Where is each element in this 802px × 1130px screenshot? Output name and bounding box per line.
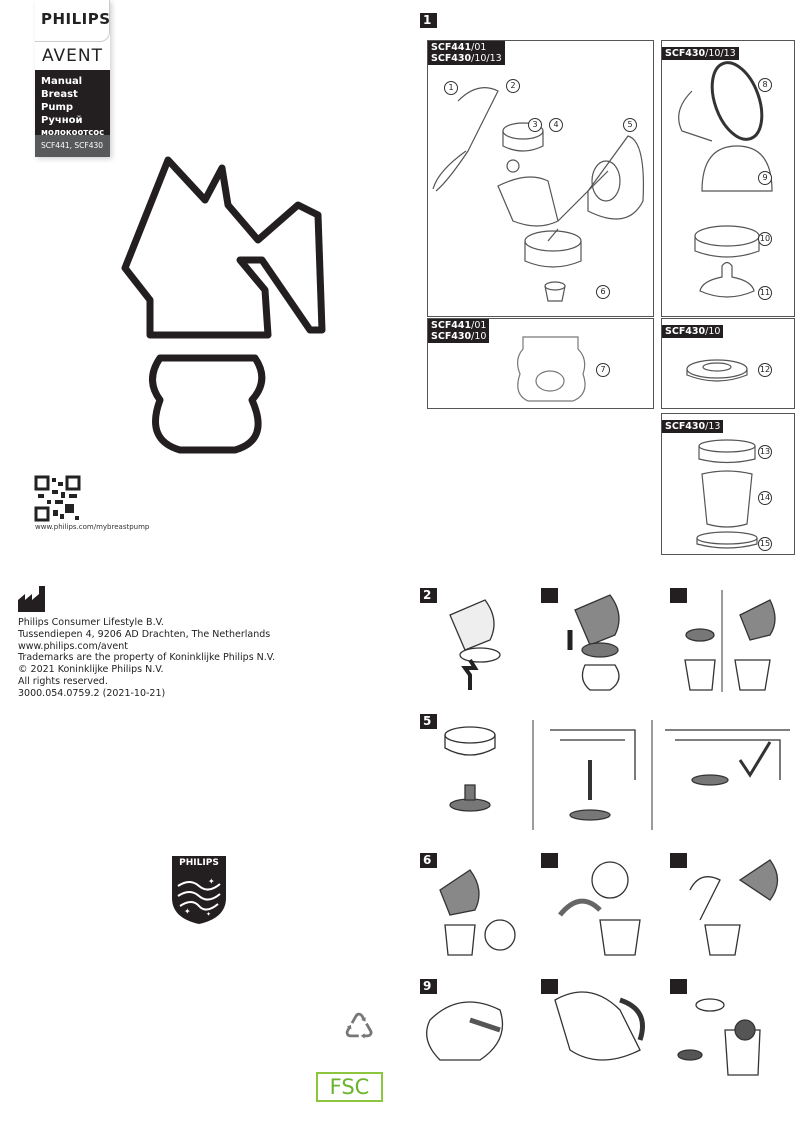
title-en-2: Pump	[41, 102, 74, 113]
address-line: Philips Consumer Lifestyle B.V.	[18, 617, 164, 628]
part-number: 12	[758, 363, 772, 377]
part-number: 10	[758, 232, 772, 246]
shield-logo-text: PHILIPS	[179, 858, 219, 868]
model-tag: SCF441/01 SCF430/10	[428, 319, 489, 343]
copyright: © 2021 Koninklijke Philips N.V.	[18, 664, 164, 676]
title-en-1: Manual Breast	[41, 76, 83, 100]
model-tag: SCF441/01 SCF430/10/13	[428, 41, 505, 65]
address-line: Tussendiepen 4, 9206 AD Drachten, The Netherlands	[18, 628, 271, 640]
title-ru-1: Ручной	[41, 115, 83, 126]
model-tag: SCF430/10	[662, 325, 723, 338]
model-tag: SCF430/10/13	[662, 47, 739, 60]
svg-text:✦: ✦	[206, 911, 212, 918]
part-number: 9	[758, 171, 772, 185]
svg-text:✦: ✦	[208, 877, 215, 886]
step-number: 5	[420, 714, 437, 729]
part-number: 7	[596, 363, 610, 377]
step-number: 6	[420, 853, 437, 868]
avent-logo: AVENT	[42, 46, 104, 66]
trademark-notice: Trademarks are the property of Koninklijke Philips N.V.	[18, 652, 276, 664]
part-number: 15	[758, 537, 772, 551]
model-numbers: SCF441, SCF430	[35, 135, 110, 157]
recycle-icon: ♺	[343, 1007, 376, 1048]
step-number: 9	[420, 979, 437, 994]
part-number: 14	[758, 491, 772, 505]
rights-reserved: All rights reserved.	[18, 675, 108, 687]
step-number: 2	[420, 588, 437, 603]
model-tag: SCF430/13	[662, 420, 723, 433]
svg-text:✦: ✦	[184, 907, 191, 916]
website-link[interactable]: www.philips.com/avent	[18, 640, 128, 652]
fsc-logo: FSC	[316, 1072, 383, 1102]
part-number: 11	[758, 286, 772, 300]
document-code: 3000.054.0759.2 (2021-10-21)	[18, 687, 166, 699]
part-number: 5	[623, 118, 637, 132]
part-number: 6	[596, 285, 610, 299]
part-number: 8	[758, 78, 772, 92]
title-ru-2: молокоотсос	[41, 128, 105, 138]
part-number: 13	[758, 445, 772, 459]
step-number: 1	[420, 13, 437, 28]
part-number: 1	[444, 81, 458, 95]
qr-url[interactable]: www.philips.com/mybreastpump	[35, 523, 150, 531]
philips-logo: PHILIPS	[35, 0, 110, 42]
part-number: 2	[506, 79, 520, 93]
part-number: 4	[549, 118, 563, 132]
part-number: 3	[528, 118, 542, 132]
